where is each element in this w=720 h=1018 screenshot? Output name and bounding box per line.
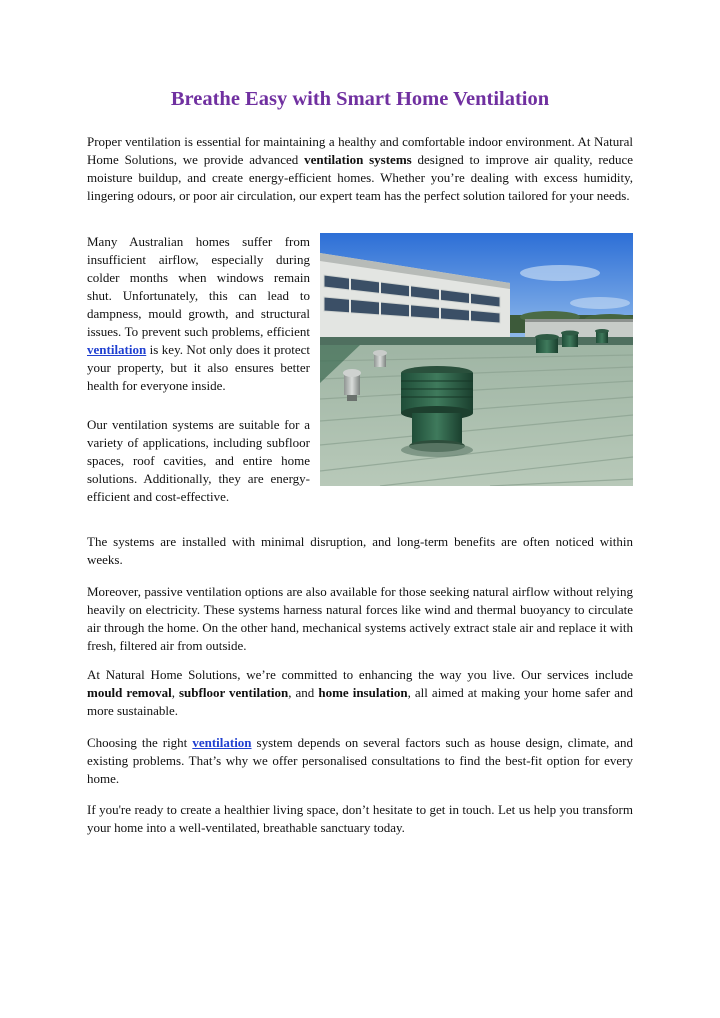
- text-span: designed to improve air quality, reduce moisture buildup, and create energy-efficient homes. Whether you’re dealing with excess humidity, lingering odours, or poor air circulation, our expert team has the perfect solution tailored for your needs.: [87, 152, 633, 203]
- choosing-paragraph: [87, 734, 633, 788]
- text-span: At Natural Home Solutions, we’re committed to enhancing the way you live. Our services include: [87, 667, 633, 682]
- text-span: , all aimed at making your home safer and more sustainable.: [87, 685, 634, 718]
- bold-service-subfloor-ventilation: subfloor ventilation: [178, 685, 289, 700]
- installation-paragraph: The systems are installed with minimal disruption, and long-term benefits are often noticed within weeks.: [87, 534, 633, 567]
- airflow-paragraph: [87, 233, 310, 395]
- bold-term: ventilation systems: [304, 152, 412, 167]
- ventilation-link[interactable]: ventilation: [87, 342, 147, 357]
- closing-paragraph: If you're ready to create a healthier living space, don’t hesitate to get in touch. Let us help you transform your home into a well-ventilated, breathable sanctuary today.: [87, 802, 633, 835]
- ventilation-link[interactable]: ventilation: [192, 735, 252, 750]
- text-span: Many Australian homes suffer from insufficient airflow, especially during colder months when windows remain shut. Unfortunately, this can lead to dampness, mould growth, and structural issues. To prevent such problems, efficient: [87, 234, 310, 339]
- applications-paragraph: Our ventilation systems are suitable for a variety of applications, including subfloor spaces, roof cavities, and entire home solutions. Additionally, they are energy-efficient and cost-effective.: [87, 417, 310, 504]
- page-title: Breathe Easy with Smart Home Ventilation: [170, 88, 550, 110]
- intro-paragraph: [87, 133, 633, 205]
- services-paragraph: [87, 666, 633, 720]
- text-span: ,: [171, 685, 179, 700]
- text-span: system depends on several factors such as house design, climate, and existing problems. That’s why we offer personalised consultations to find the best-fit option for every home.: [87, 735, 633, 786]
- passive-ventilation-paragraph: Moreover, passive ventilation options are also available for those seeking natural airflow without relying heavily on electricity. These systems harness natural forces like wind and thermal buoyancy to circulate air through the home. On the other hand, mechanical systems actively extract stale air and replace it with fresh, filtered air from outside.: [87, 584, 633, 653]
- text-span: , and: [288, 685, 319, 700]
- bold-service-mould-removal: mould removal: [87, 685, 172, 700]
- text-span: Proper ventilation is essential for maintaining a healthy and comfortable indoor environment. At Natural Home Solutions, we provide advanced: [87, 134, 633, 167]
- text-span: Choosing the right: [87, 735, 193, 750]
- bold-service-home-insulation: home insulation: [318, 685, 408, 700]
- text-span: is key. Not only does it protect your property, but it also ensures better health for everyone inside.: [87, 342, 310, 393]
- roof-ventilation-photo: [320, 233, 633, 486]
